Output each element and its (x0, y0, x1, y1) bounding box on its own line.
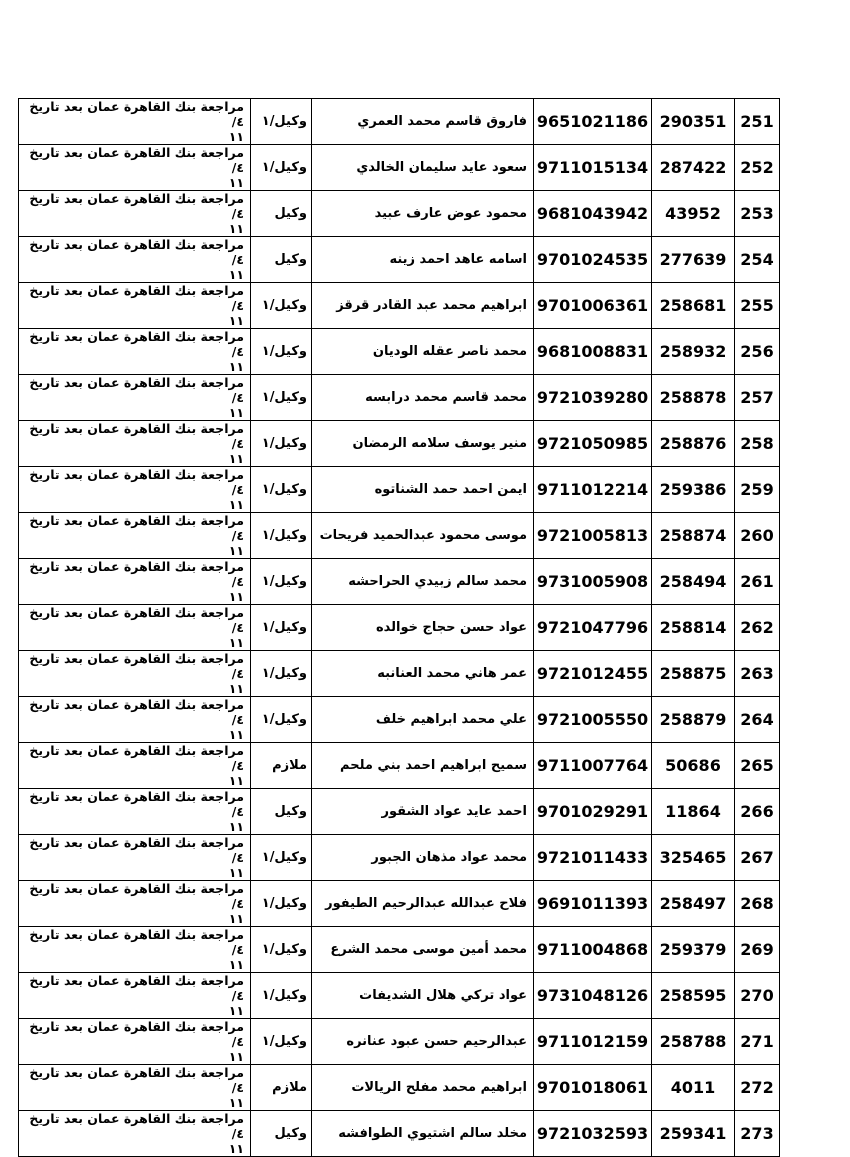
note-line-continuation: ١١ (228, 359, 244, 374)
note-line: مراجعة بنك القاهرة عمان بعد تاريخ ٤/ (29, 375, 244, 405)
national-id-cell: 9701006361 (534, 283, 652, 329)
name-cell: عواد تركي هلال الشديفات (312, 973, 534, 1019)
table-row (19, 329, 780, 375)
note-cell (19, 99, 251, 145)
note-cell (19, 789, 251, 835)
note-cell (19, 1019, 251, 1065)
table-row (19, 191, 780, 237)
military-number-cell: 277639 (652, 237, 735, 283)
military-number-cell: 258875 (652, 651, 735, 697)
seq-cell: 272 (735, 1065, 780, 1111)
table-row (19, 1065, 780, 1111)
note-line: مراجعة بنك القاهرة عمان بعد تاريخ ٤/ (29, 973, 244, 1003)
table-row (19, 697, 780, 743)
rank-cell: وكيل/١ (251, 1019, 312, 1065)
note-line: مراجعة بنك القاهرة عمان بعد تاريخ ٤/ (29, 191, 244, 221)
note-line-continuation: ١١ (228, 727, 244, 742)
seq-cell: 269 (735, 927, 780, 973)
note-line: مراجعة بنك القاهرة عمان بعد تاريخ ٤/ (29, 881, 244, 911)
rank-cell: وكيل/١ (251, 421, 312, 467)
name-cell: موسى محمود عبدالحميد فريحات (312, 513, 534, 559)
military-number-cell: 11864 (652, 789, 735, 835)
rank-cell: وكيل/١ (251, 145, 312, 191)
table-row (19, 1019, 780, 1065)
national-id-cell: 9651021186 (534, 99, 652, 145)
table-row (19, 605, 780, 651)
seq-cell: 267 (735, 835, 780, 881)
national-id-cell: 9701029291 (534, 789, 652, 835)
note-line: مراجعة بنك القاهرة عمان بعد تاريخ ٤/ (29, 145, 244, 175)
military-number-cell: 4011 (652, 1065, 735, 1111)
seq-cell: 251 (735, 99, 780, 145)
note-cell (19, 191, 251, 237)
rank-cell: وكيل/١ (251, 375, 312, 421)
note-line: مراجعة بنك القاهرة عمان بعد تاريخ ٤/ (29, 605, 244, 635)
note-cell (19, 743, 251, 789)
note-line: مراجعة بنك القاهرة عمان بعد تاريخ ٤/ (29, 99, 244, 129)
rank-cell: وكيل/١ (251, 835, 312, 881)
note-line-continuation: ١١ (228, 865, 244, 880)
note-line-continuation: ١١ (228, 819, 244, 834)
rank-cell: وكيل (251, 191, 312, 237)
national-id-cell: 9731048126 (534, 973, 652, 1019)
note-line: مراجعة بنك القاهرة عمان بعد تاريخ ٤/ (29, 651, 244, 681)
name-cell: محمد عواد مذهان الجبور (312, 835, 534, 881)
national-id-cell: 9721005813 (534, 513, 652, 559)
name-cell: فلاح عبدالله عبدالرحيم الطيفور (312, 881, 534, 927)
name-cell: ابراهيم محمد عبد القادر قرقز (312, 283, 534, 329)
rank-cell: وكيل (251, 1111, 312, 1157)
note-line: مراجعة بنك القاهرة عمان بعد تاريخ ٤/ (29, 559, 244, 589)
note-line-continuation: ١١ (228, 175, 244, 190)
name-cell: عبدالرحيم حسن عبود عنانره (312, 1019, 534, 1065)
note-line-continuation: ١١ (228, 589, 244, 604)
national-id-cell: 9711004868 (534, 927, 652, 973)
note-line-continuation: ١١ (228, 543, 244, 558)
rank-cell: وكيل/١ (251, 283, 312, 329)
note-line: مراجعة بنك القاهرة عمان بعد تاريخ ٤/ (29, 927, 244, 957)
seq-cell: 256 (735, 329, 780, 375)
note-cell (19, 145, 251, 191)
note-cell (19, 651, 251, 697)
note-line: مراجعة بنك القاهرة عمان بعد تاريخ ٤/ (29, 835, 244, 865)
note-line: مراجعة بنك القاهرة عمان بعد تاريخ ٤/ (29, 743, 244, 773)
name-cell: منير يوسف سلامه الرمضان (312, 421, 534, 467)
note-line-continuation: ١١ (228, 681, 244, 696)
table-row (19, 99, 780, 145)
seq-cell: 253 (735, 191, 780, 237)
seq-cell: 252 (735, 145, 780, 191)
national-id-cell: 9711015134 (534, 145, 652, 191)
table-row (19, 973, 780, 1019)
name-cell: سعود عايد سليمان الخالدي (312, 145, 534, 191)
note-cell (19, 559, 251, 605)
name-cell: مخلد سالم اشتيوي الطوافشه (312, 1111, 534, 1157)
national-id-cell: 9721039280 (534, 375, 652, 421)
note-cell (19, 421, 251, 467)
table-row (19, 789, 780, 835)
table-row (19, 421, 780, 467)
seq-cell: 263 (735, 651, 780, 697)
personnel-table-body (19, 99, 780, 1157)
table-row (19, 881, 780, 927)
military-number-cell: 258494 (652, 559, 735, 605)
seq-cell: 266 (735, 789, 780, 835)
note-line-continuation: ١١ (228, 451, 244, 466)
note-line: مراجعة بنك القاهرة عمان بعد تاريخ ٤/ (29, 789, 244, 819)
table-row (19, 467, 780, 513)
national-id-cell: 9721011433 (534, 835, 652, 881)
rank-cell: وكيل/١ (251, 605, 312, 651)
table-row (19, 559, 780, 605)
table-row (19, 145, 780, 191)
national-id-cell: 9731005908 (534, 559, 652, 605)
note-cell (19, 329, 251, 375)
military-number-cell: 258814 (652, 605, 735, 651)
note-cell (19, 927, 251, 973)
military-number-cell: 258879 (652, 697, 735, 743)
note-line: مراجعة بنك القاهرة عمان بعد تاريخ ٤/ (29, 1065, 244, 1095)
seq-cell: 268 (735, 881, 780, 927)
note-line: مراجعة بنك القاهرة عمان بعد تاريخ ٤/ (29, 329, 244, 359)
military-number-cell: 43952 (652, 191, 735, 237)
table-row (19, 835, 780, 881)
seq-cell: 257 (735, 375, 780, 421)
rank-cell: ملازم (251, 743, 312, 789)
note-line-continuation: ١١ (228, 957, 244, 972)
seq-cell: 264 (735, 697, 780, 743)
national-id-cell: 9721047796 (534, 605, 652, 651)
note-cell (19, 835, 251, 881)
military-number-cell: 258681 (652, 283, 735, 329)
name-cell: محمود عوض عارف عبيد (312, 191, 534, 237)
note-line-continuation: ١١ (228, 267, 244, 282)
seq-cell: 258 (735, 421, 780, 467)
rank-cell: وكيل/١ (251, 697, 312, 743)
seq-cell: 273 (735, 1111, 780, 1157)
name-cell: عمر هاني محمد العنانبه (312, 651, 534, 697)
name-cell: احمد عايد عواد الشقور (312, 789, 534, 835)
note-line-continuation: ١١ (228, 635, 244, 650)
note-line-continuation: ١١ (228, 911, 244, 926)
seq-cell: 254 (735, 237, 780, 283)
note-line: مراجعة بنك القاهرة عمان بعد تاريخ ٤/ (29, 421, 244, 451)
note-line-continuation: ١١ (228, 313, 244, 328)
note-cell (19, 467, 251, 513)
name-cell: اسامه عاهد احمد زينه (312, 237, 534, 283)
name-cell: محمد أمين موسى محمد الشرع (312, 927, 534, 973)
table-row (19, 375, 780, 421)
note-cell (19, 513, 251, 559)
note-line: مراجعة بنك القاهرة عمان بعد تاريخ ٤/ (29, 513, 244, 543)
name-cell: علي محمد ابراهيم خلف (312, 697, 534, 743)
name-cell: محمد سالم زبيدي الحراحشه (312, 559, 534, 605)
note-cell (19, 973, 251, 1019)
rank-cell: وكيل/١ (251, 927, 312, 973)
table-row (19, 743, 780, 789)
military-number-cell: 258874 (652, 513, 735, 559)
seq-cell: 265 (735, 743, 780, 789)
name-cell: فاروق قاسم محمد العمري (312, 99, 534, 145)
note-line: مراجعة بنك القاهرة عمان بعد تاريخ ٤/ (29, 1019, 244, 1049)
military-number-cell: 287422 (652, 145, 735, 191)
national-id-cell: 9721032593 (534, 1111, 652, 1157)
note-line: مراجعة بنك القاهرة عمان بعد تاريخ ٤/ (29, 467, 244, 497)
table-row (19, 237, 780, 283)
national-id-cell: 9721005550 (534, 697, 652, 743)
rank-cell: وكيل/١ (251, 651, 312, 697)
military-number-cell: 325465 (652, 835, 735, 881)
note-line: مراجعة بنك القاهرة عمان بعد تاريخ ٤/ (29, 1111, 244, 1141)
rank-cell: وكيل/١ (251, 513, 312, 559)
name-cell: محمد ناصر عقله الوديان (312, 329, 534, 375)
table-row (19, 283, 780, 329)
rank-cell: وكيل/١ (251, 329, 312, 375)
seq-cell: 259 (735, 467, 780, 513)
military-number-cell: 290351 (652, 99, 735, 145)
name-cell: ابراهيم محمد مفلح الريالات (312, 1065, 534, 1111)
military-number-cell: 259379 (652, 927, 735, 973)
note-cell (19, 605, 251, 651)
note-cell (19, 697, 251, 743)
note-cell (19, 1065, 251, 1111)
name-cell: سميح ابراهيم احمد بني ملحم (312, 743, 534, 789)
rank-cell: وكيل/١ (251, 99, 312, 145)
table-row (19, 1111, 780, 1157)
seq-cell: 260 (735, 513, 780, 559)
note-line-continuation: ١١ (228, 773, 244, 788)
table-row (19, 927, 780, 973)
rank-cell: وكيل/١ (251, 559, 312, 605)
national-id-cell: 9681043942 (534, 191, 652, 237)
national-id-cell: 9721050985 (534, 421, 652, 467)
rank-cell: وكيل/١ (251, 881, 312, 927)
national-id-cell: 9701024535 (534, 237, 652, 283)
note-cell (19, 881, 251, 927)
national-id-cell: 9701018061 (534, 1065, 652, 1111)
table-row (19, 513, 780, 559)
note-cell (19, 237, 251, 283)
table-row (19, 651, 780, 697)
military-number-cell: 259386 (652, 467, 735, 513)
note-line: مراجعة بنك القاهرة عمان بعد تاريخ ٤/ (29, 283, 244, 313)
name-cell: محمد قاسم محمد درابسه (312, 375, 534, 421)
note-cell (19, 283, 251, 329)
note-line-continuation: ١١ (228, 1003, 244, 1018)
note-cell (19, 1111, 251, 1157)
seq-cell: 270 (735, 973, 780, 1019)
military-number-cell: 258878 (652, 375, 735, 421)
national-id-cell: 9721012455 (534, 651, 652, 697)
rank-cell: وكيل (251, 789, 312, 835)
seq-cell: 262 (735, 605, 780, 651)
rank-cell: وكيل (251, 237, 312, 283)
national-id-cell: 9691011393 (534, 881, 652, 927)
note-cell (19, 375, 251, 421)
rank-cell: وكيل/١ (251, 973, 312, 1019)
national-id-cell: 9681008831 (534, 329, 652, 375)
military-number-cell: 259341 (652, 1111, 735, 1157)
military-number-cell: 50686 (652, 743, 735, 789)
seq-cell: 261 (735, 559, 780, 605)
note-line: مراجعة بنك القاهرة عمان بعد تاريخ ٤/ (29, 697, 244, 727)
note-line-continuation: ١١ (228, 1141, 244, 1156)
seq-cell: 271 (735, 1019, 780, 1065)
note-line-continuation: ١١ (228, 405, 244, 420)
note-line: مراجعة بنك القاهرة عمان بعد تاريخ ٤/ (29, 237, 244, 267)
rank-cell: وكيل/١ (251, 467, 312, 513)
name-cell: عواد حسن حجاج خوالده (312, 605, 534, 651)
military-number-cell: 258876 (652, 421, 735, 467)
name-cell: ايمن احمد حمد الشناتوه (312, 467, 534, 513)
note-line-continuation: ١١ (228, 129, 244, 144)
military-number-cell: 258595 (652, 973, 735, 1019)
note-line-continuation: ١١ (228, 497, 244, 512)
note-line-continuation: ١١ (228, 1049, 244, 1064)
note-line-continuation: ١١ (228, 221, 244, 236)
military-number-cell: 258497 (652, 881, 735, 927)
national-id-cell: 9711012159 (534, 1019, 652, 1065)
personnel-table (18, 98, 780, 1157)
national-id-cell: 9711012214 (534, 467, 652, 513)
rank-cell: ملازم (251, 1065, 312, 1111)
note-line-continuation: ١١ (228, 1095, 244, 1110)
military-number-cell: 258788 (652, 1019, 735, 1065)
seq-cell: 255 (735, 283, 780, 329)
military-number-cell: 258932 (652, 329, 735, 375)
national-id-cell: 9711007764 (534, 743, 652, 789)
